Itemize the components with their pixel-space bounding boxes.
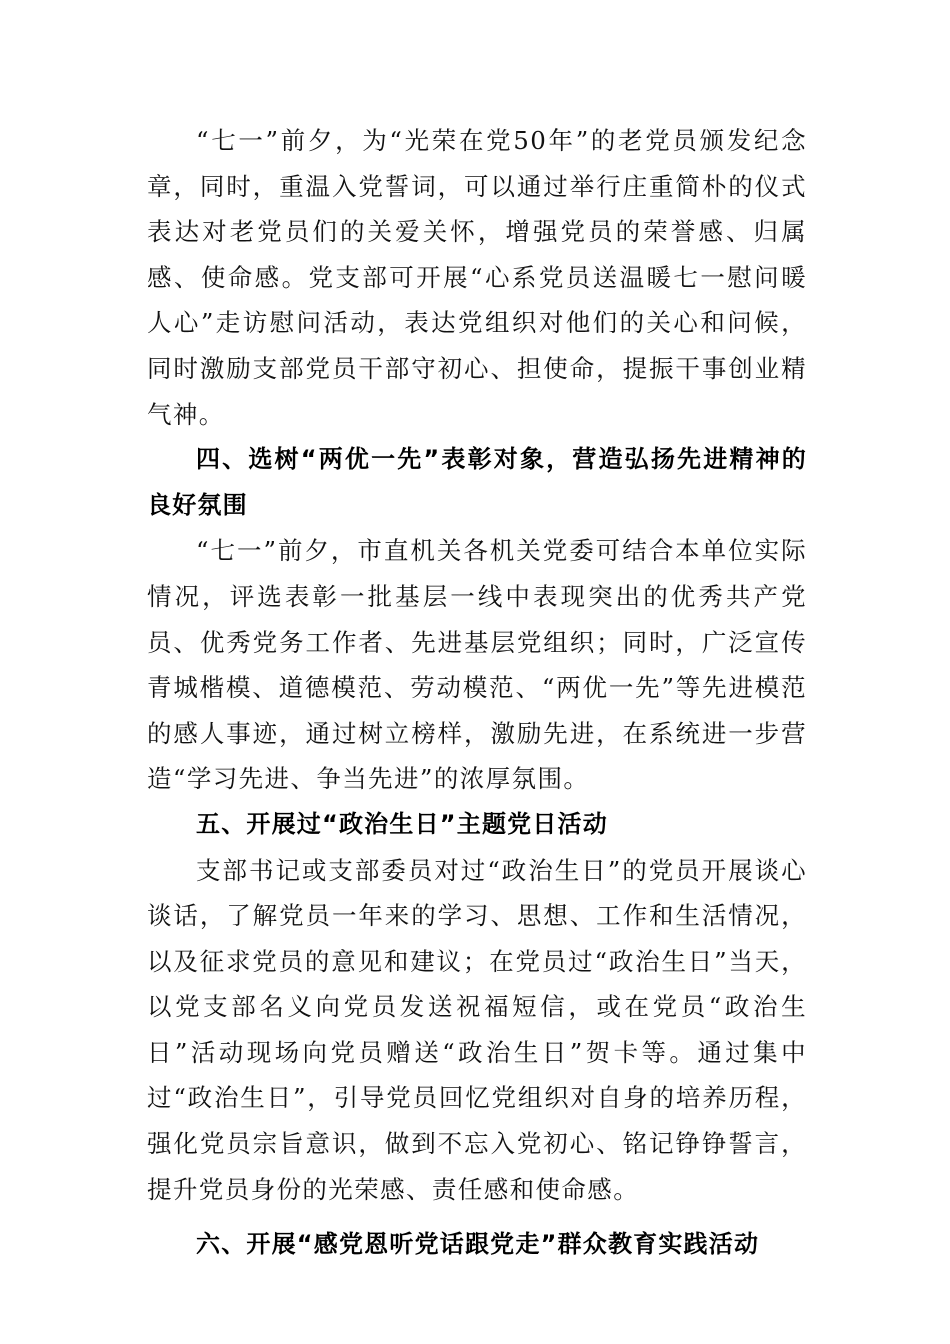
paragraph-veteran-members: “七一”前夕，为“光荣在党50年”的老党员颁发纪念章，同时，重温入党誓词，可以通过举行庄重简朴的仪式表达对老党员们的关爱关怀，增强党员的荣誉感、归属感、使命感。党支部可开展“心系党员送温暖七一慰问暖人心”走访慰问活动，表达党组织对他们的关心和问候，同时激励支部党员干部守初心、担使命，提振干事创业精气神。 (147, 126, 807, 429)
document-body (147, 118, 807, 1268)
paragraph-political-birthday: 支部书记或支部委员对过“政治生日”的党员开展谈心谈话，了解党员一年来的学习、思想、工作和生活情况，以及征求党员的意见和建议；在党员过“政治生日”当天，以党支部名义向党员发送祝福短信，或在党员“政治生日”活动现场向党员赠送“政治生日”贺卡等。通过集中过“政治生日”，引导党员回忆党组织对自身的培养历程，强化党员宗旨意识，做到不忘入党初心、铭记铮铮誓言，提升党员身份的光荣感、责任感和使命感。 (147, 855, 807, 1204)
heading-section-four: 四、选树“两优一先”表彰对象，营造弘扬先进精神的良好氛围 (147, 445, 807, 519)
paragraph-commendation: “七一”前夕，市直机关各机关党委可结合本单位实际情况，评选表彰一批基层一线中表现突出的优秀共产党员、优秀党务工作者、先进基层党组织；同时，广泛宣传青城楷模、道德模范、劳动模范、“两优一先”等先进模范的感人事迹，通过树立榜样，激励先进，在系统进一步营造“学习先进、争当先进”的浓厚氛围。 (147, 536, 807, 794)
heading-section-six: 六、开展“感党恩听党话跟党走”群众教育实践活动 (196, 1230, 760, 1259)
heading-section-five: 五、开展过“政治生日”主题党日活动 (196, 809, 608, 838)
